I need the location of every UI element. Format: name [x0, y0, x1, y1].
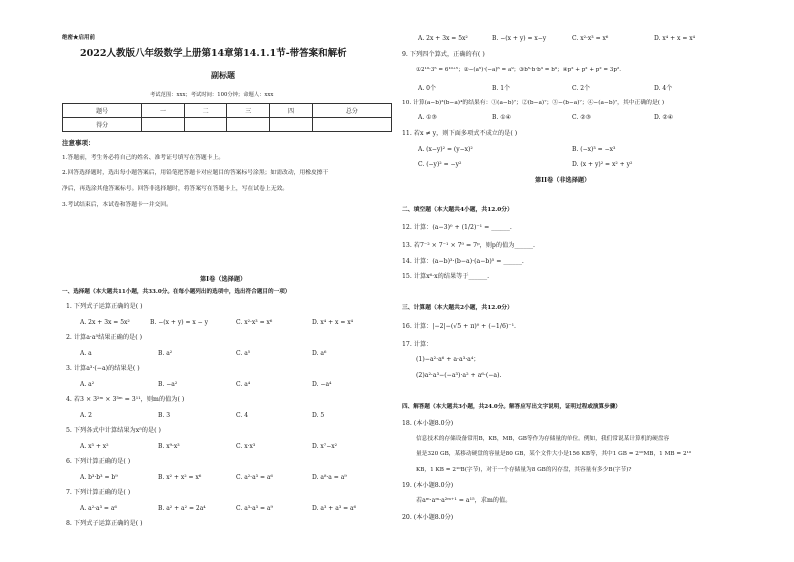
question-12: 12. 计算：(a−3)⁰ + (1/2)⁻¹ = ______. — [402, 224, 512, 231]
score-header-cell: 二 — [184, 104, 227, 118]
option-d[interactable]: D. x⁴ + x = x⁴ — [312, 319, 354, 326]
exam-title: 2022人教版八年级数学上册第14章第14.1.1节-带答案和解析 — [80, 48, 347, 59]
option-c[interactable]: C. (−y)² = −y² — [418, 161, 462, 168]
score-header-cell: 三 — [227, 104, 270, 118]
score-table — [62, 103, 392, 132]
section1-title: 一、选择题（本大题共11小题，共33.0分。在每小题列出的选项中，选出符合题目的一项） — [62, 289, 291, 295]
option-b[interactable]: B. −(x + y) = x − y — [150, 319, 209, 326]
option-b[interactable]: B. (−x)³ = −x³ — [572, 146, 616, 153]
option-c[interactable]: C. a⁵ — [236, 350, 251, 357]
question-9-detail: ①2¹⁰·3⁵ = 6¹⁰⁺⁵；②−(a⁵)·(−a)⁶ = a⁹；③b⁵·b·b³ = b⁹；④p² + p² + p² = 3p². — [416, 67, 622, 73]
option-d[interactable]: D. 4个 — [654, 85, 673, 92]
section4-title: 四、解答题（本大题共3小题，共24.0分。解答应写出文字说明，证明过程或演算步骤） — [402, 404, 621, 410]
option-d[interactable]: D. a⁶ — [312, 350, 327, 357]
question-18-text: 信息技术的存储设备常用B，KB，MB，GB等作为存储量的单位。例如，我们常说某计算机的硬盘容 — [416, 436, 670, 442]
score-header-row — [63, 104, 392, 118]
question-5: 5. 下列各式中计算结果为x⁵的是( ) — [66, 427, 161, 434]
question-10: 10. 计算(a−b)³(b−a)⁴的结果有：①(a−b)⁷；②(b−a)⁷；③−(b−a)⁷；④−(a−b)⁷，其中正确的是( ) — [402, 100, 665, 106]
option-b[interactable]: B. −a² — [158, 381, 178, 388]
score-cell[interactable] — [270, 118, 313, 132]
notice-item: 3.考试结束后，本试卷和答题卡一并交回。 — [62, 202, 172, 208]
section2-title: 二、填空题（本大题共4小题，共12.0分） — [402, 207, 513, 213]
question-17: 17. 计算： — [402, 341, 433, 348]
question-18-text: KB，1 KB = 2¹⁰B(字节)，对于一个存储量为8 GB的闪存盘，其容量有多少B(字节)? — [416, 467, 632, 473]
option-c[interactable]: C. a⁴ — [236, 381, 251, 388]
option-a[interactable]: A. ①③ — [418, 114, 437, 121]
option-b[interactable]: B. x² + x² = x⁶ — [158, 474, 202, 481]
question-14: 14. 计算：(a−b)³·(b−a)·(a−b)⁵ = ______. — [402, 258, 524, 265]
question-19-text: 若aᵐ·aᵐ·a²ᵐ⁺¹ = a¹⁵，求m的值。 — [416, 497, 512, 504]
option-b[interactable]: B. −(x + y) = x−y — [492, 35, 547, 42]
option-b[interactable]: B. 1个 — [492, 85, 511, 92]
option-c[interactable]: C. a²·a³ = a⁶ — [236, 474, 273, 481]
question-18-text: 量是320 GB，某移动硬盘的容量是80 GB，某个文件大小是156 KB等，其中1 GB = 2¹⁰MB，1 MB = 2¹⁰ — [416, 451, 692, 457]
notice-item: 1.答题前，考生务必将自己的姓名、准考证号填写在答题卡上。 — [62, 155, 225, 161]
option-d[interactable]: D. ②④ — [654, 114, 674, 121]
option-c[interactable]: C. x·x³ — [236, 443, 256, 450]
secret-mark: 绝密★启用前 — [62, 35, 96, 41]
question-2: 2. 计算a·a⁵结果正确的是( ) — [66, 334, 142, 341]
question-3: 3. 计算a³·(−a)的结果是( ) — [66, 365, 140, 372]
option-a[interactable]: A. x³ + x² — [80, 443, 109, 450]
question-1: 1. 下列式子运算正确的是( ) — [66, 303, 143, 310]
option-d[interactable]: D. a⁸·a = a⁹ — [312, 474, 347, 481]
score-cell[interactable] — [142, 118, 185, 132]
score-header-cell: 四 — [270, 104, 313, 118]
option-b[interactable]: B. x⁹·x³ — [158, 443, 180, 450]
option-b[interactable]: B. a² + a² = 2a⁴ — [158, 505, 206, 512]
option-d[interactable]: D. x⁷−x² — [312, 443, 338, 450]
question-20: 20. (本小题8.0分) — [402, 514, 454, 521]
question-13: 13. 若7⁻² × 7⁻¹ × 7⁰ = 7ᵖ，则p的值为______. — [402, 242, 535, 249]
option-c[interactable]: C. 2个 — [572, 85, 591, 92]
score-row-label: 得分 — [63, 118, 142, 132]
notice-item: 2.回答选择题时，选出每小题答案后，用铅笔把答题卡对应题目的答案标号涂黑；如需改动，用橡皮擦干 — [62, 170, 329, 176]
option-a[interactable]: A. 2x + 3x = 5x² — [418, 35, 468, 42]
option-b[interactable]: B. a² — [158, 350, 173, 357]
part2-title: 第II卷（非选择题） — [535, 177, 591, 184]
question-15: 15. 计算x⁶·x的结果等于______. — [402, 273, 490, 280]
question-6: 6. 下列计算正确的是( ) — [66, 458, 131, 465]
option-b[interactable]: B. 3 — [158, 412, 171, 419]
option-d[interactable]: D. (x + y)² = x² + y² — [572, 161, 633, 168]
score-cell[interactable] — [227, 118, 270, 132]
score-row — [63, 118, 392, 132]
question-17-part2: (2)a²·a³−(−a³)·a² + a⁶·(−a). — [416, 372, 502, 379]
question-7: 7. 下列计算正确的是( ) — [66, 489, 131, 496]
part1-title: 第I卷（选择题） — [200, 276, 247, 283]
question-9: 9. 下列四个算式，正确的有( ) — [402, 51, 485, 58]
option-a[interactable]: A. b³·b³ = b⁹ — [80, 474, 118, 481]
option-c[interactable]: C. ②③ — [572, 114, 591, 121]
notice-item: 净后，再选涂其他答案标号。回答非选择题时，将答案写在答题卡上，写在试卷上无效。 — [62, 186, 289, 192]
option-a[interactable]: A. a²·a³ = a⁶ — [80, 505, 117, 512]
option-a[interactable]: A. 2 — [80, 412, 92, 419]
option-c[interactable]: C. a³·a³ = a⁹ — [236, 505, 273, 512]
option-c[interactable]: C. x²·x³ = x⁶ — [236, 319, 273, 326]
option-a[interactable]: A. a² — [80, 381, 95, 388]
score-cell[interactable] — [184, 118, 227, 132]
exam-subtitle: 副标题 — [211, 70, 235, 80]
question-19: 19. (本小题8.0分) — [402, 482, 454, 489]
option-c[interactable]: C. x²·x³ = x⁶ — [572, 35, 609, 42]
option-d[interactable]: D. x⁴ + x = x⁴ — [654, 35, 696, 42]
option-c[interactable]: C. 4 — [236, 412, 249, 419]
option-a[interactable]: A. (x−y)² = (y−x)² — [418, 146, 473, 153]
question-18: 18. (本小题8.0分) — [402, 420, 454, 427]
question-8: 8. 下列式子运算正确的是( ) — [66, 520, 143, 527]
score-cell[interactable] — [312, 118, 391, 132]
question-11: 11. 若x ≠ y，则下面多项式不成立的是( ) — [402, 130, 518, 137]
score-header-cell: 总分 — [312, 104, 391, 118]
score-header-cell: 题号 — [63, 104, 142, 118]
option-d[interactable]: D. −a⁴ — [312, 381, 332, 388]
notice-title: 注意事项： — [62, 139, 95, 147]
question-16: 16. 计算：|−2|−(√5 + π)⁰ + (−1/6)⁻¹. — [402, 323, 517, 330]
question-4: 4. 若3 × 3²ᵐ × 3³ᵐ = 3¹¹，则m的值为( ) — [66, 396, 185, 403]
exam-info: 考试范围：xxx；考试时间：100分钟；命题人：xxx — [150, 92, 274, 98]
option-d[interactable]: D. a³ + a³ = a⁶ — [312, 505, 357, 512]
option-d[interactable]: D. 5 — [312, 412, 325, 419]
option-a[interactable]: A. a — [80, 350, 92, 357]
option-b[interactable]: B. ①④ — [492, 114, 511, 121]
question-17-part1: (1)−a²·a⁶ + a·a³·a⁴； — [416, 356, 480, 363]
option-a[interactable]: A. 2x + 3x = 5x² — [80, 319, 130, 326]
score-header-cell: 一 — [142, 104, 185, 118]
option-a[interactable]: A. 0个 — [418, 85, 436, 92]
section3-title: 三、计算题（本大题共2小题，共12.0分） — [402, 305, 513, 311]
